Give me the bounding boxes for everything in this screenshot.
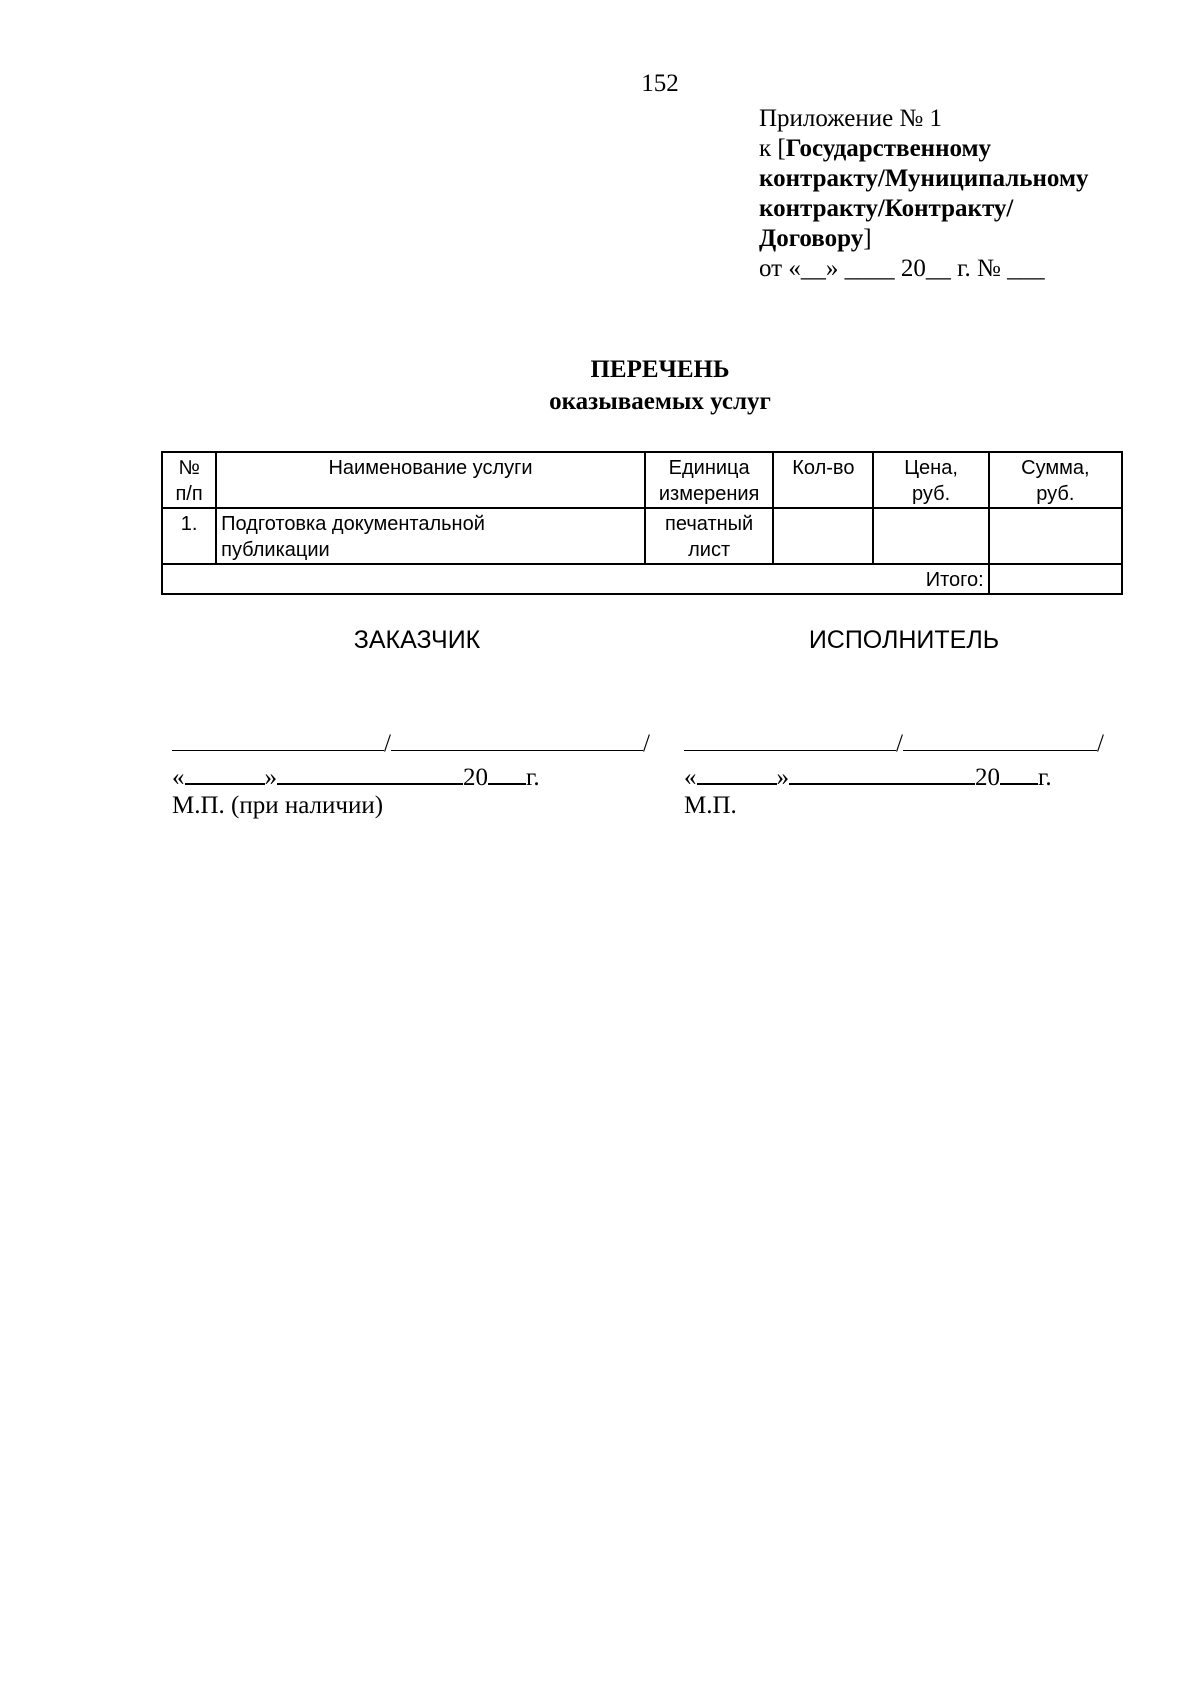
customer-name-blank bbox=[391, 726, 643, 751]
appendix-line4: контракту/Контракту/ bbox=[759, 195, 1014, 222]
title-main: ПЕРЕЧЕНЬ bbox=[590, 356, 730, 383]
row-price bbox=[873, 508, 988, 564]
appendix-line5 bbox=[759, 224, 1179, 254]
contractor-slash1: / bbox=[896, 730, 903, 757]
row-unit-line1: печатный bbox=[665, 513, 754, 535]
header-unit-line1: Единица bbox=[668, 457, 750, 479]
header-sum-line1: Сумма, bbox=[1021, 457, 1090, 479]
header-qty: Кол-во bbox=[773, 452, 873, 508]
row-name bbox=[216, 508, 645, 564]
contractor-sign-blank bbox=[684, 726, 896, 751]
appendix-line2-bold: Государственному bbox=[785, 135, 992, 162]
appendix-line5-suffix: ] bbox=[863, 225, 872, 252]
header-price-line1: Цена, bbox=[904, 457, 958, 479]
customer-year-suffix: г. bbox=[526, 764, 540, 791]
contractor-month-blank bbox=[789, 759, 975, 785]
appendix-line2-prefix: к [ bbox=[759, 135, 786, 162]
contractor-date-line bbox=[684, 759, 1052, 793]
header-unit-line2: измерения bbox=[658, 483, 760, 505]
customer-date-line bbox=[172, 759, 540, 793]
customer-year: 20 bbox=[463, 764, 488, 791]
header-num bbox=[162, 452, 216, 508]
row-unit bbox=[645, 508, 773, 564]
contractor-year-blank bbox=[1000, 759, 1038, 785]
contractor-year: 20 bbox=[975, 764, 1000, 791]
appendix-line2 bbox=[759, 134, 1179, 164]
header-name: Наименование услуги bbox=[216, 452, 645, 508]
header-num-line1: № bbox=[178, 457, 200, 479]
services-table bbox=[161, 451, 1123, 595]
table-row bbox=[162, 508, 1122, 564]
customer-year-blank bbox=[488, 759, 526, 785]
customer-date-open: « bbox=[172, 764, 185, 791]
contractor-day-blank bbox=[697, 759, 777, 785]
appendix-line1: Приложение № 1 bbox=[759, 105, 943, 132]
customer-slash1: / bbox=[384, 730, 391, 757]
contractor-slash2: / bbox=[1096, 730, 1104, 757]
customer-day-blank bbox=[185, 759, 265, 785]
appendix-line6: от «__» ____ 20__ г. № ___ bbox=[759, 255, 1045, 282]
header-price-line2: руб. bbox=[912, 483, 951, 505]
customer-title: ЗАКАЗЧИК bbox=[353, 626, 481, 654]
row-name-line1: Подготовка документальной bbox=[221, 513, 485, 535]
table-total-row bbox=[162, 564, 1122, 594]
page-number: 152 bbox=[641, 70, 679, 97]
appendix-header bbox=[759, 104, 1179, 284]
total-value bbox=[989, 564, 1122, 594]
contractor-year-suffix: г. bbox=[1038, 764, 1052, 791]
customer-month-blank bbox=[277, 759, 463, 785]
contractor-signature-line bbox=[684, 726, 1104, 759]
row-unit-line2: лист bbox=[688, 539, 731, 561]
customer-sign-blank bbox=[172, 726, 384, 751]
customer-signature-line bbox=[172, 726, 650, 759]
contractor-title: ИСПОЛНИТЕЛЬ bbox=[808, 626, 1000, 654]
header-sum-line2: руб. bbox=[1036, 483, 1075, 505]
header-price bbox=[873, 452, 988, 508]
table-header-row bbox=[162, 452, 1122, 508]
contractor-date-open: « bbox=[684, 764, 697, 791]
title-sub: оказываемых услуг bbox=[549, 388, 771, 415]
contractor-stamp: М.П. bbox=[684, 792, 737, 819]
appendix-line3: контракту/Муниципальному bbox=[759, 165, 1089, 192]
header-unit bbox=[645, 452, 773, 508]
header-sum bbox=[989, 452, 1122, 508]
row-name-line2: публикации bbox=[221, 539, 330, 561]
header-num-line2: п/п bbox=[175, 483, 203, 505]
customer-date-close: » bbox=[264, 764, 277, 791]
customer-stamp: М.П. (при наличии) bbox=[172, 792, 384, 819]
contractor-name-blank bbox=[903, 726, 1097, 751]
row-sum bbox=[989, 508, 1122, 564]
customer-slash2: / bbox=[642, 730, 650, 757]
row-qty bbox=[773, 508, 873, 564]
total-label: Итого: bbox=[162, 564, 989, 594]
row-num: 1. bbox=[162, 508, 216, 564]
appendix-line5-bold: Договору bbox=[759, 225, 864, 252]
document-title bbox=[0, 354, 1200, 418]
contractor-date-close: » bbox=[776, 764, 789, 791]
